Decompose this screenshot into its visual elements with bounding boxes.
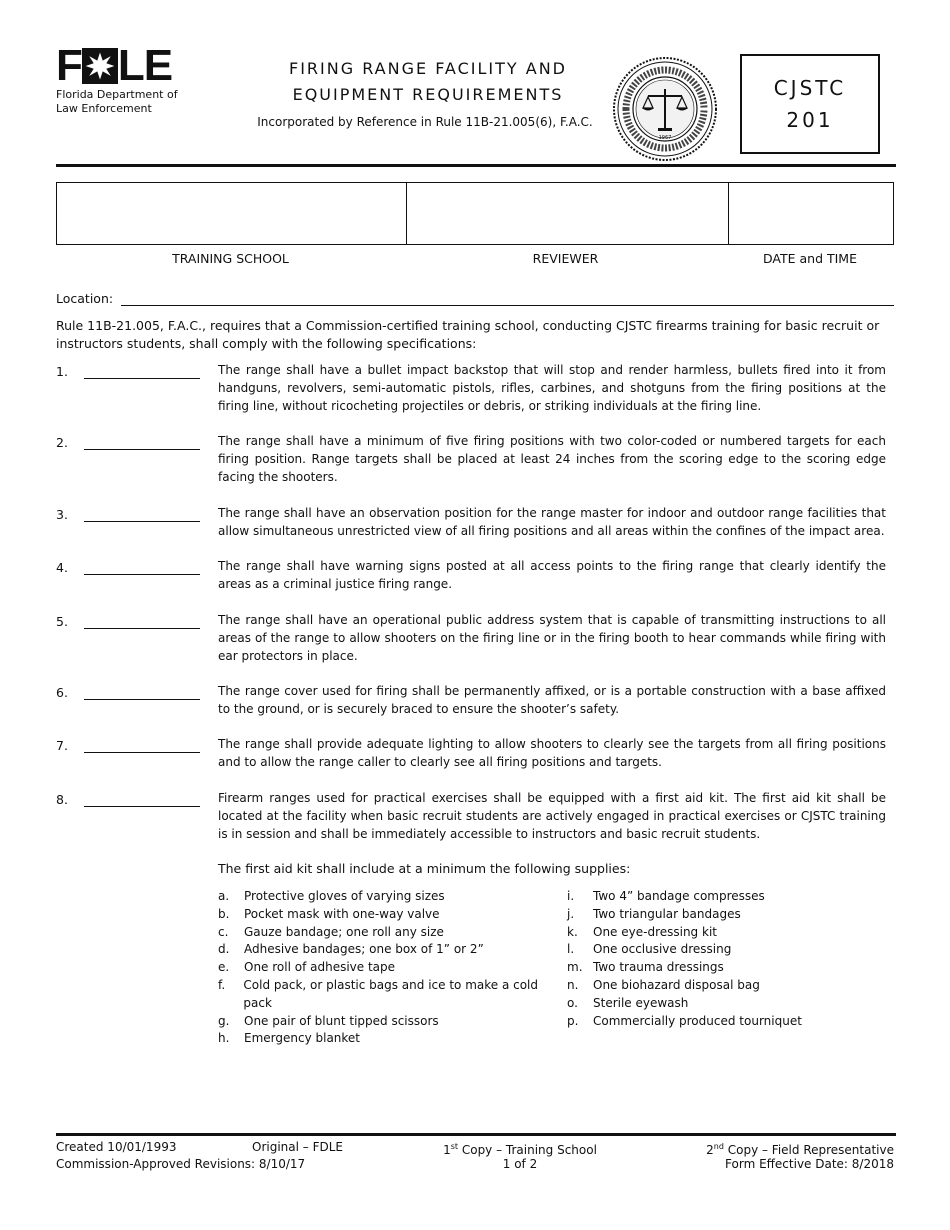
supplies-intro: The first aid kit shall include at a minimum the following supplies: [218,861,631,876]
supply-item [218,1030,563,1048]
footer-divider [56,1133,896,1136]
item-number: 2. [56,435,68,450]
item-number: 4. [56,560,68,575]
supply-item [218,906,563,924]
footer-effective-date: Form Effective Date: 8/2018 [725,1157,894,1171]
form-number: 201 [786,108,834,132]
item-text: The range cover used for firing shall be permanently affixed, or is a portable construction with a base affixed to the ground, or is securely braced to ensure the shooter’s safety. [218,684,886,716]
supply-text: Two 4” bandage compresses [593,889,765,903]
fdle-logo [56,41,173,90]
first-copy-text: Copy – Training School [458,1143,597,1157]
supply-text: Adhesive bandages; one box of 1” or 2” [244,942,484,957]
supply-text: One biohazard disposal bag [593,977,760,992]
supply-text: Cold pack, or plastic bags and ice to make a cold pack [243,977,539,1010]
item-number: 1. [56,364,68,379]
supply-text: Commercially produced tourniquet [593,1013,802,1028]
supply-item [567,977,887,995]
supply-item [218,924,563,942]
item-number: 6. [56,685,68,700]
supply-item [218,888,563,906]
location-field[interactable] [121,305,894,306]
state-seal-icon [612,56,718,162]
second-copy-text: Copy – Field Representative [723,1143,894,1157]
item-text: The range shall provide adequate lighting to allow shooters to clearly see the targets from all firing positions and to allow the range caller to clearly see all firing positions and targets. [218,737,886,769]
supply-letter: p. [567,1013,579,1028]
supply-text: Gauze bandage; one roll any size [244,924,444,939]
footer-page: 1 of 2 [502,1157,538,1171]
supply-text: Pocket mask with one-way valve [244,906,440,921]
item-check-field[interactable] [84,521,200,522]
starburst-icon [82,48,118,84]
footer-created: Created 10/01/1993 [56,1140,177,1154]
item-number: 3. [56,507,68,522]
supplies-list-left [218,888,563,1048]
supply-text: Sterile eyewash [593,995,689,1010]
training-school-field[interactable] [57,183,407,244]
supply-letter: l. [567,942,575,957]
supply-letter: i. [567,889,575,903]
supply-letter: a. [218,889,230,903]
supplies-list-right [567,888,887,1030]
supply-letter: o. [567,995,578,1010]
training-school-label: TRAINING SCHOOL [172,251,289,266]
logo-letter-f: F [56,41,82,90]
intro-paragraph: Rule 11B-21.005, F.A.C., requires that a Commission-certified training school, conducting CJSTC firearms training for basic recruit or instructors students, shall comply with the following specifications: [56,318,880,351]
agency-line-2: Law Enforcement [56,102,152,115]
supply-item [567,995,887,1013]
second-copy-sup: nd [713,1142,724,1151]
supply-text: One eye-dressing kit [593,924,717,939]
supply-text: Two triangular bandages [593,906,741,921]
supply-item [567,959,887,977]
agency-line-1: Florida Department of [56,88,178,101]
agency-name [56,88,178,116]
item-check-field[interactable] [84,449,200,450]
form-title [258,56,598,108]
item-check-field[interactable] [84,628,200,629]
title-line-2: EQUIPMENT REQUIREMENTS [292,85,564,104]
item-number: 7. [56,738,68,753]
form-code: CJSTC [773,76,847,100]
item-text: The range shall have a bullet impact backstop that will stop and render harmless, bullets fired into it from handguns, revolvers, semi-automatic pistols, rifles, carbines, and shotguns from the firing positions at the firing line, without ricocheting projectiles or debris, or striking individuals at the firing line. [218,363,886,413]
item-number: 5. [56,614,68,629]
supply-text: Protective gloves of varying sizes [244,889,445,903]
form-code-box [740,54,880,154]
info-table [56,182,894,245]
item-text: The range shall have an operational public address system that is capable of transmitting instructions to all areas of the range to allow shooters on the firing line or in the firing booth to hear commands while firing with ear protectors in place. [218,613,886,663]
form-subtitle: Incorporated by Reference in Rule 11B-21.005(6), F.A.C. [257,115,593,129]
logo-letters-le: LE [117,41,173,90]
supply-text: Emergency blanket [244,1031,361,1046]
item-check-field[interactable] [84,806,200,807]
supply-text: One pair of blunt tipped scissors [244,1013,439,1028]
supply-text: One roll of adhesive tape [244,960,396,975]
supply-item [218,977,563,1013]
item-check-field[interactable] [84,699,200,700]
item-text: Firearm ranges used for practical exercises shall be equipped with a first aid kit. The first aid kit shall be located at the facility when basic recruit students are actively engaged in practical exercises or CJSTC training is in session and shall be immediately accessible to instructors and basic recruit students. [218,791,886,841]
footer-original: Original – FDLE [252,1140,343,1154]
title-line-1: FIRING RANGE FACILITY AND [289,59,567,78]
supply-letter: c. [218,924,229,939]
supply-letter: j. [567,906,575,921]
item-text: The range shall have an observation position for the range master for indoor and outdoor range facilities that allow simultaneous unrestricted view of all firing positions and all areas within the confines of the impact area. [218,506,886,538]
reviewer-field[interactable] [407,183,729,244]
supply-item [218,959,563,977]
item-check-field[interactable] [84,378,200,379]
supply-item [567,1013,887,1031]
first-copy-num: 1 [443,1143,451,1157]
header-divider [56,164,896,167]
seal-year: 1967 [658,135,672,141]
item-check-field[interactable] [84,574,200,575]
location-label: Location: [56,291,114,306]
item-check-field[interactable] [84,752,200,753]
supply-letter: m. [567,960,583,975]
date-time-label: DATE and TIME [763,251,857,266]
supply-letter: h. [218,1031,230,1046]
supply-item [567,888,887,906]
supply-item [218,941,563,959]
item-number: 8. [56,792,68,807]
second-copy-num: 2 [706,1143,714,1157]
supply-item [567,941,887,959]
first-copy-sup: st [450,1142,459,1151]
supply-item [218,1013,563,1031]
date-time-field[interactable] [729,183,893,244]
supply-letter: d. [218,942,230,957]
supply-letter: e. [218,960,230,975]
supply-text: Two trauma dressings [593,960,724,975]
supply-letter: g. [218,1013,230,1028]
supply-item [567,906,887,924]
supply-letter: n. [567,977,579,992]
footer-revisions: Commission-Approved Revisions: 8/10/17 [56,1157,306,1171]
reviewer-label: REVIEWER [532,251,599,266]
supply-letter: b. [218,906,230,921]
supply-item [567,924,887,942]
supply-letter: f. [218,977,226,992]
item-text: The range shall have warning signs posted at all access points to the firing range that clearly identify the areas as a criminal justice firing range. [218,559,886,591]
item-text: The range shall have a minimum of five firing positions with two color-coded or numbered targets for each firing position. Range targets shall be placed at least 24 inches from the scoring edge to the scoring edge facing the shooters. [218,434,886,484]
supply-text: One occlusive dressing [593,942,732,957]
supply-letter: k. [567,924,578,939]
